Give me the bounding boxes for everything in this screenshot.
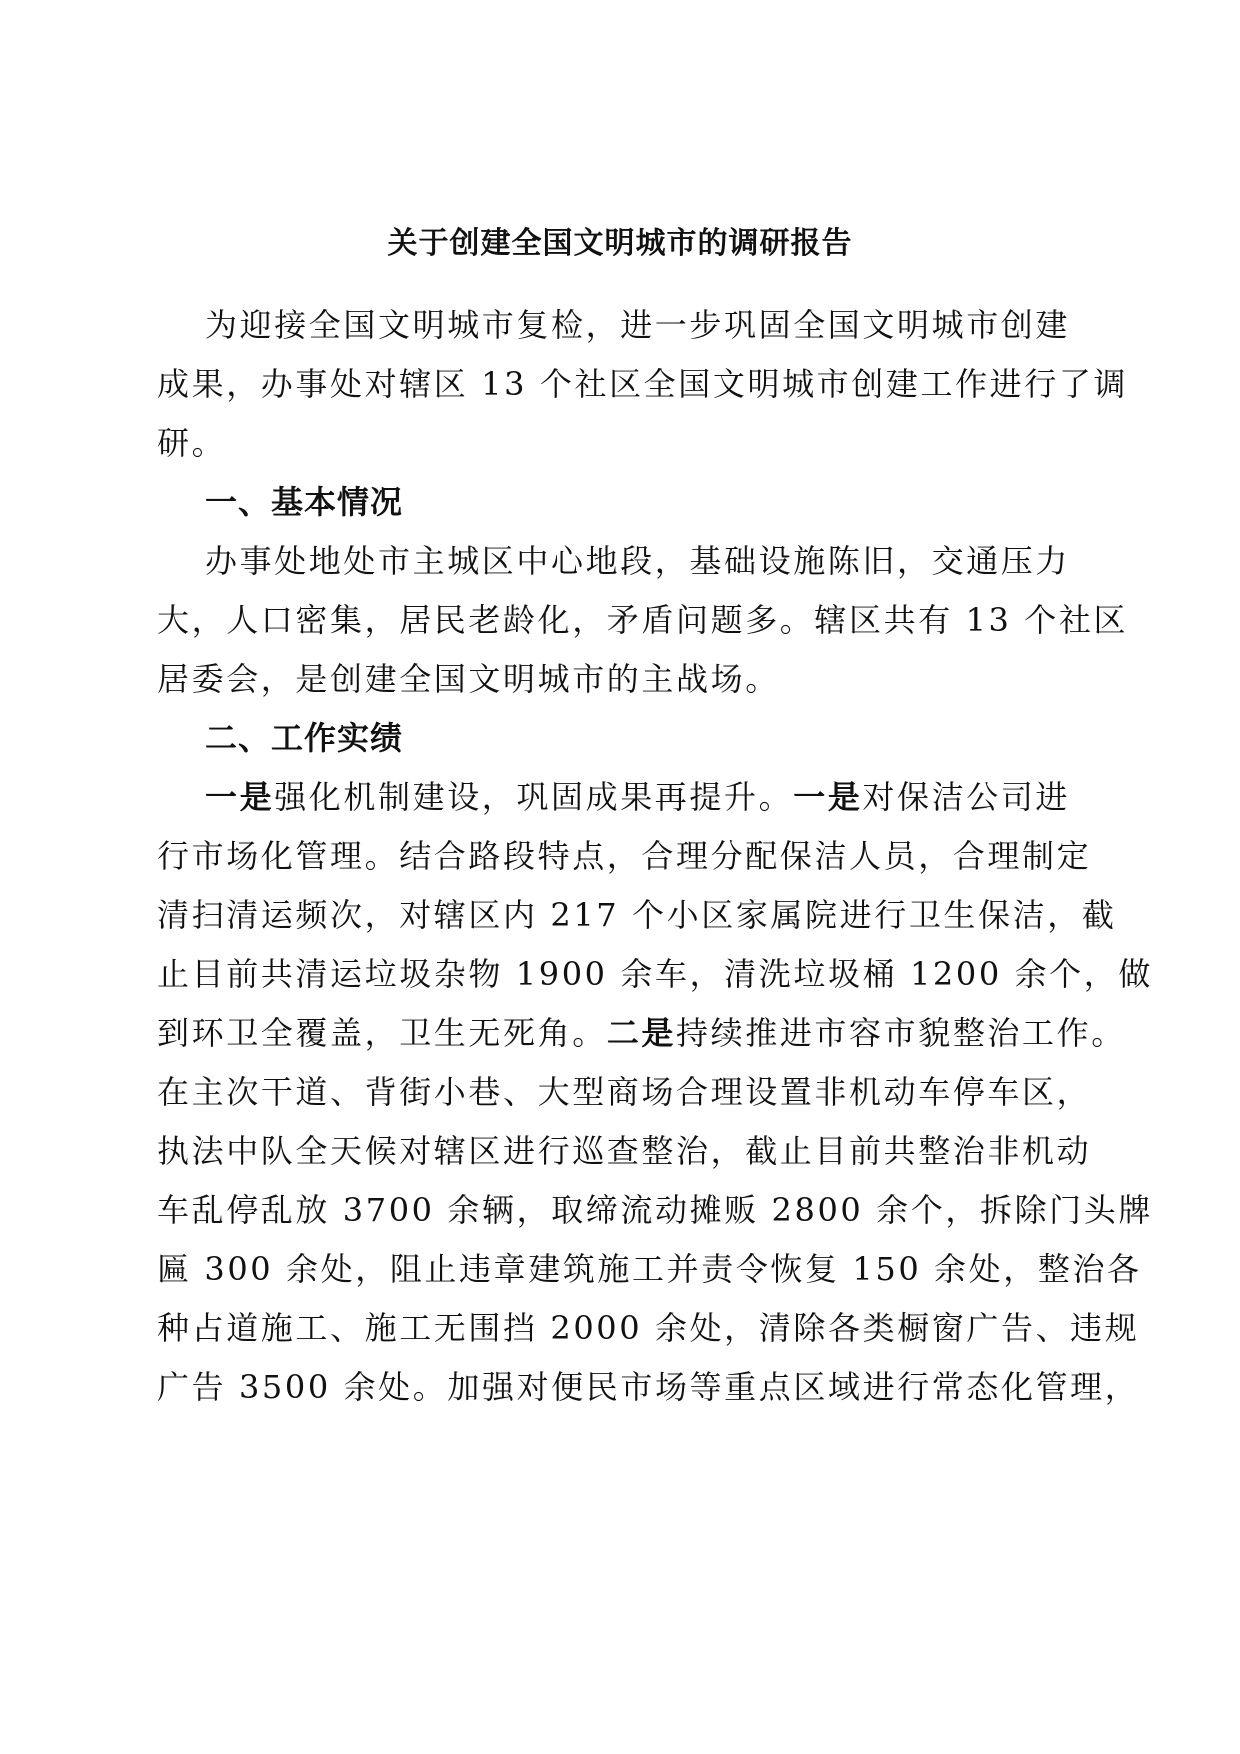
section2-line-2: 行市场化管理。结合路段特点，合理分配保洁人员，合理制定 <box>157 837 1092 875</box>
lead-phrase: 一是 <box>205 778 275 816</box>
section2-line-6: 在主次干道、背街小巷、大型商场合理设置非机动车停车区， <box>157 1073 1092 1111</box>
lead-phrase: 二是 <box>606 1014 677 1052</box>
intro-line-2: 成果，办事处对辖区 13 个社区全国文明城市创建工作进行了调 <box>157 365 1129 403</box>
section1-line-2: 大，人口密集，居民老龄化，矛盾问题多。辖区共有 13 个社区 <box>157 601 1129 639</box>
document-title: 关于创建全国文明城市的调研报告 <box>387 226 853 261</box>
section1-line-1: 办事处地处市主城区中心地段，基础设施陈旧，交通压力 <box>205 542 1071 580</box>
section2-line-8: 车乱停乱放 3700 余辆，取缔流动摊贩 2800 余个，拆除门头牌 <box>157 1191 1153 1229</box>
section2-line-9: 匾 300 余处，阻止违章建筑施工并责令恢复 150 余处，整治各 <box>157 1250 1142 1288</box>
lead-phrase: 一是 <box>793 778 863 816</box>
section2-line-10: 种占道施工、施工无围挡 2000 余处，清除各类橱窗广告、违规 <box>157 1309 1140 1347</box>
intro-line-1: 为迎接全国文明城市复检，进一步巩固全国文明城市创建 <box>205 306 1071 344</box>
section2-line-3: 清扫清运频次，对辖区内 217 个小区家属院进行卫生保洁，截 <box>157 896 1117 934</box>
paragraph-text: 到环卫全覆盖，卫生无死角。 <box>157 1014 607 1052</box>
paragraph-text: 持续推进市容市貌整治工作。 <box>676 1014 1126 1052</box>
section2-line-5 <box>157 1009 1126 1057</box>
section-heading-basic: 一、基本情况 <box>205 483 404 521</box>
section-heading-achievements: 二、工作实绩 <box>205 719 404 757</box>
section2-line-1 <box>205 773 1070 821</box>
section2-line-4: 止目前共清运垃圾杂物 1900 余车，清洗垃圾桶 1200 余个，做 <box>157 955 1153 993</box>
section2-line-7: 执法中队全天候对辖区进行巡查整治，截止目前共整治非机动 <box>157 1132 1092 1170</box>
section1-line-3: 居委会，是创建全国文明城市的主战场。 <box>157 660 780 698</box>
intro-line-3: 研。 <box>157 424 227 462</box>
paragraph-text: 强化机制建设，巩固成果再提升。 <box>274 778 794 816</box>
section2-line-11: 广告 3500 余处。加强对便民市场等重点区域进行常态化管理， <box>157 1368 1140 1406</box>
paragraph-text: 对保洁公司进 <box>862 778 1071 816</box>
